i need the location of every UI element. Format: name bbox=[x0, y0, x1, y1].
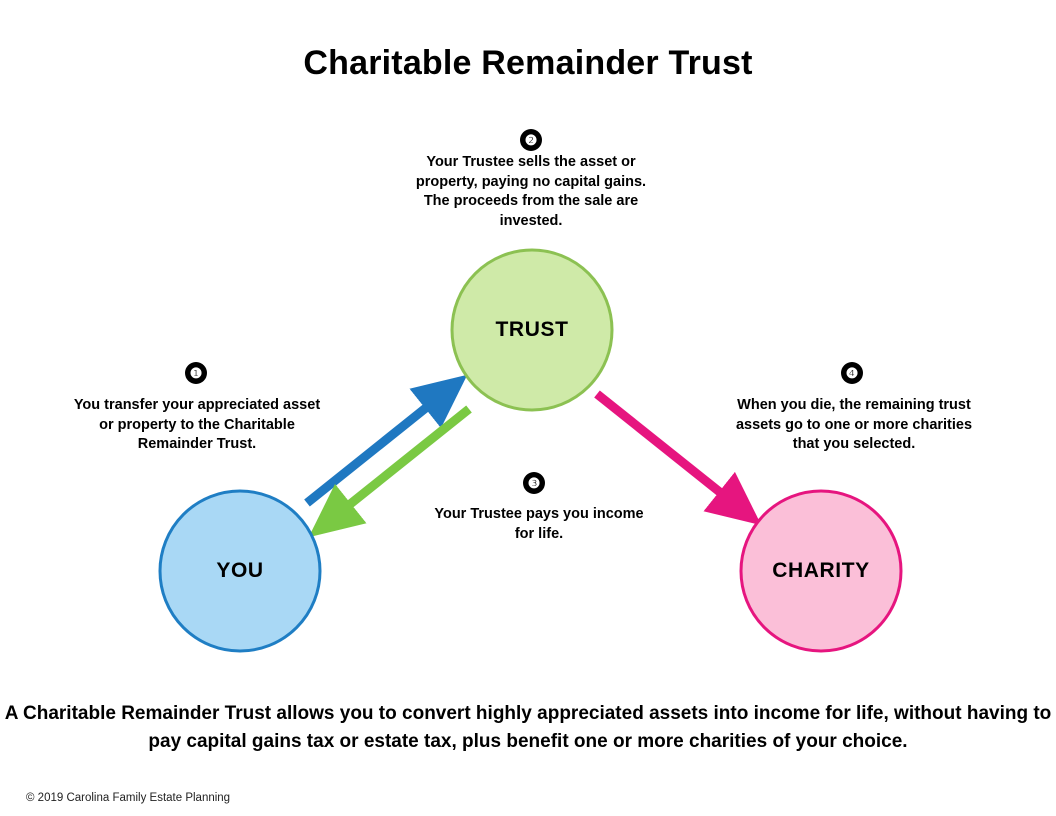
diagram-caption: A Charitable Remainder Trust allows you to convert highly appreciated assets into income for life, without having to pay capital gains tax or estate tax, plus benefit one or more charities of your choice. bbox=[4, 703, 1052, 752]
step-number-2: ❷ bbox=[520, 129, 542, 151]
step-number-3: ❸ bbox=[523, 472, 545, 494]
step-number-1: ❶ bbox=[185, 362, 207, 384]
step-number-4: ❹ bbox=[841, 362, 863, 384]
step-text-1: You transfer your appreciated asset or property to the Charitable Remainder Trust. bbox=[73, 397, 321, 453]
copyright-notice: © 2019 Carolina Family Estate Planning bbox=[26, 792, 231, 804]
node-label-you: YOU bbox=[216, 559, 264, 582]
arrow-trust-to-charity bbox=[597, 394, 741, 509]
step-text-3: Your Trustee pays you income for life. bbox=[434, 506, 644, 542]
step-text-2: Your Trustee sells the asset or property, paying no capital gains. The proceeds from the sale are invested. bbox=[415, 154, 647, 229]
node-label-charity: CHARITY bbox=[772, 559, 870, 582]
step-text-4: When you die, the remaining trust assets go to one or more charities that you selected. bbox=[735, 397, 973, 453]
node-label-trust: TRUST bbox=[495, 318, 569, 341]
page-title: Charitable Remainder Trust bbox=[303, 44, 753, 82]
